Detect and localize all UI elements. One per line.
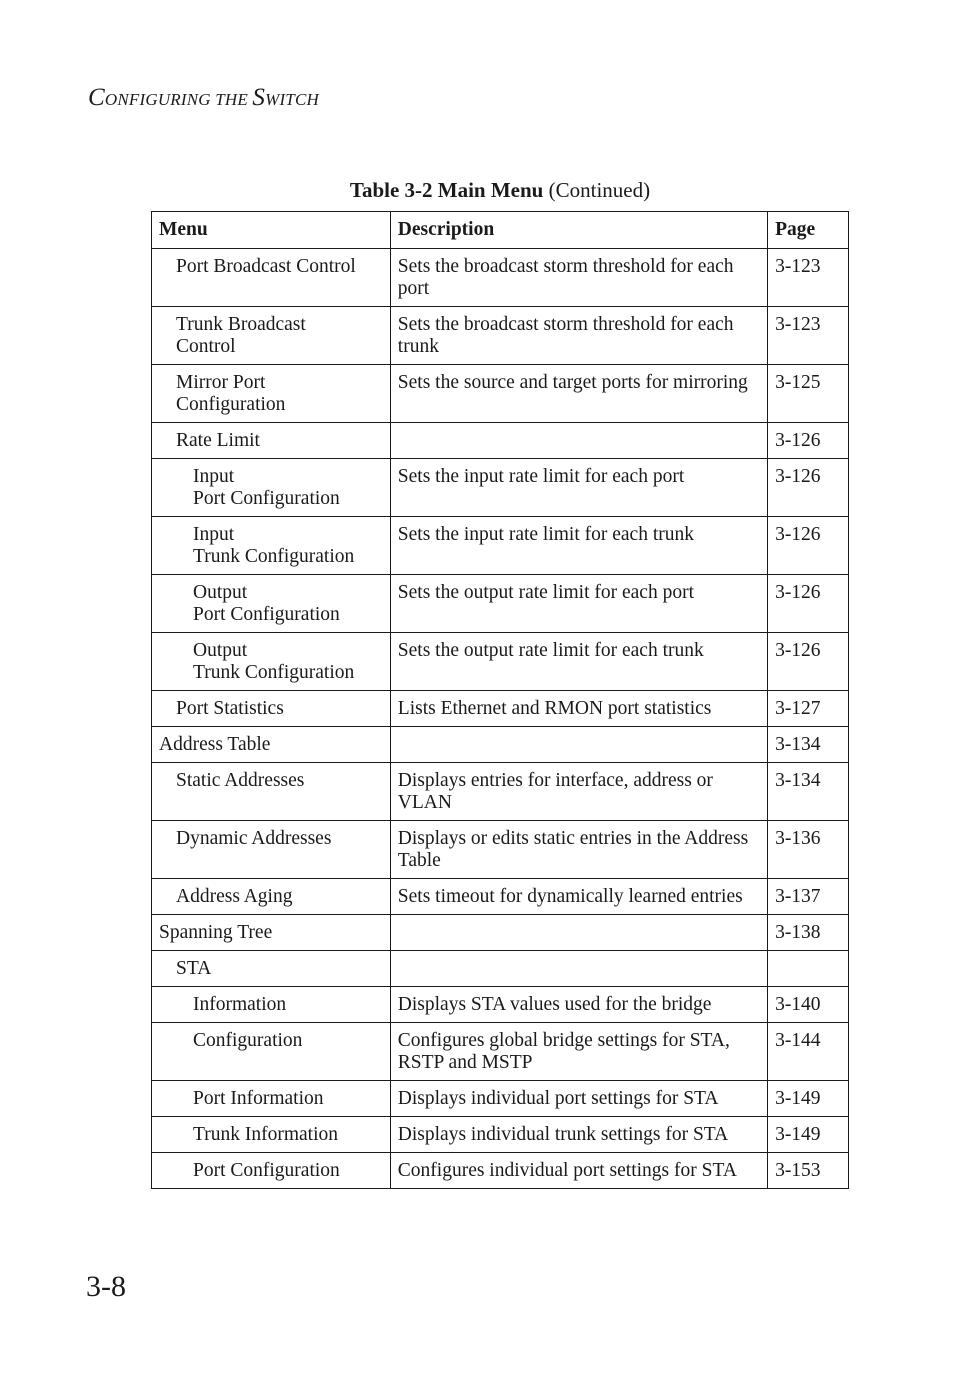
table-caption-label: Table 3-2 Main Menu [349,178,544,202]
menu-cell [152,915,391,951]
description-cell: Displays or edits static entries in the Address Table [390,821,767,879]
menu-item-line: Trunk Configuration [193,662,355,683]
menu-cell [152,821,391,879]
table-row [152,517,849,575]
description-cell: Sets the output rate limit for each trunk [390,633,767,691]
page-cell: 3-138 [768,915,849,951]
menu-cell [152,307,391,365]
table-row [152,821,849,879]
menu-item-line: Port Broadcast Control [176,256,356,277]
menu-cell [152,249,391,307]
page-cell: 3-144 [768,1023,849,1081]
menu-item-line: Information [193,994,287,1015]
table-row [152,1023,849,1081]
page-cell: 3-153 [768,1153,849,1189]
table-row [152,727,849,763]
table-row [152,763,849,821]
description-cell: Displays individual port settings for STA [390,1081,767,1117]
description-cell: Sets the input rate limit for each trunk [390,517,767,575]
table-row [152,951,849,987]
menu-item-line: Port Configuration [193,1160,340,1181]
menu-item-line: Trunk Broadcast [176,314,306,335]
description-cell: Configures global bridge settings for STA, RSTP and MSTP [390,1023,767,1081]
menu-cell [152,763,391,821]
description-cell [390,423,767,459]
menu-item-line: Port Statistics [176,698,284,719]
description-cell: Displays individual trunk settings for STA [390,1117,767,1153]
menu-item-label [159,994,383,1016]
menu-item-label [159,1030,383,1052]
page-cell: 3-127 [768,691,849,727]
menu-item-line: Input [193,524,235,545]
menu-cell [152,423,391,459]
table-row [152,459,849,517]
menu-item-label [159,922,383,944]
main-menu-table [151,211,849,1189]
menu-item-label [159,466,383,510]
menu-item-line: Spanning Tree [159,922,273,943]
table-row [152,691,849,727]
menu-item-line: Port Configuration [193,604,340,625]
description-cell: Sets timeout for dynamically learned entries [390,879,767,915]
menu-item-line: Port Configuration [193,488,340,509]
table-row [152,1081,849,1117]
table-header-row [152,212,849,249]
menu-item-label [159,828,383,850]
menu-cell [152,575,391,633]
menu-item-line: STA [176,958,212,979]
table-caption-suffix: (Continued) [543,178,651,202]
menu-item-label [159,314,383,358]
page-cell: 3-136 [768,821,849,879]
table-row [152,633,849,691]
table-row [152,1153,849,1189]
menu-item-label [159,886,383,908]
menu-item-label [159,1160,383,1182]
menu-item-label [159,958,383,980]
menu-cell [152,1117,391,1153]
menu-item-label [159,640,383,684]
description-cell: Sets the input rate limit for each port [390,459,767,517]
column-header-page: Page [768,212,849,249]
menu-cell [152,633,391,691]
menu-item-line: Configuration [193,1030,303,1051]
column-header-menu: Menu [152,212,391,249]
page-number: 3-8 [86,1270,126,1303]
menu-cell [152,1023,391,1081]
menu-item-line: Output [193,640,248,661]
menu-item-line: Dynamic Addresses [176,828,332,849]
menu-item-line: Mirror Port [176,372,266,393]
menu-cell [152,1081,391,1117]
menu-cell [152,517,391,575]
menu-item-label [159,256,383,278]
menu-cell [152,987,391,1023]
description-cell: Lists Ethernet and RMON port statistics [390,691,767,727]
page-cell: 3-149 [768,1117,849,1153]
table-row [152,575,849,633]
table-row [152,1117,849,1153]
menu-item-label [159,372,383,416]
page-cell: 3-126 [768,459,849,517]
description-cell [390,915,767,951]
menu-item-line: Address Aging [176,886,293,907]
page-cell: 3-126 [768,423,849,459]
menu-item-label [159,582,383,626]
page-cell: 3-126 [768,517,849,575]
page-cell: 3-123 [768,307,849,365]
table-row [152,987,849,1023]
description-cell: Sets the broadcast storm threshold for each trunk [390,307,767,365]
menu-item-label [159,430,383,452]
page-cell: 3-140 [768,987,849,1023]
running-head: CONFIGURING THE SWITCH [88,84,319,111]
description-cell [390,727,767,763]
column-header-description: Description [390,212,767,249]
menu-item-line: Static Addresses [176,770,305,791]
menu-cell [152,365,391,423]
table-row [152,365,849,423]
menu-cell [152,879,391,915]
page-cell: 3-123 [768,249,849,307]
menu-item-line: Trunk Information [193,1124,338,1145]
description-cell [390,951,767,987]
menu-cell [152,1153,391,1189]
table-caption [151,178,849,203]
description-cell: Sets the source and target ports for mirroring [390,365,767,423]
menu-item-line: Configuration [176,394,286,415]
table-row [152,423,849,459]
menu-item-line: Trunk Configuration [193,546,355,567]
table-row [152,879,849,915]
menu-cell [152,951,391,987]
menu-item-label [159,1088,383,1110]
menu-cell [152,691,391,727]
description-cell: Displays STA values used for the bridge [390,987,767,1023]
menu-item-line: Control [176,336,236,357]
page-cell: 3-126 [768,575,849,633]
description-cell: Sets the output rate limit for each port [390,575,767,633]
menu-item-label [159,524,383,568]
page-cell: 3-134 [768,727,849,763]
page-cell: 3-137 [768,879,849,915]
page-cell: 3-126 [768,633,849,691]
description-cell: Sets the broadcast storm threshold for each port [390,249,767,307]
page-cell: 3-149 [768,1081,849,1117]
table-row [152,915,849,951]
menu-item-line: Port Information [193,1088,324,1109]
menu-item-label [159,1124,383,1146]
page-cell [768,951,849,987]
menu-item-label [159,734,383,756]
menu-item-line: Rate Limit [176,430,260,451]
page-cell: 3-125 [768,365,849,423]
menu-item-label [159,698,383,720]
description-cell: Displays entries for interface, address or VLAN [390,763,767,821]
table-row [152,307,849,365]
menu-item-line: Output [193,582,248,603]
menu-item-line: Address Table [159,734,271,755]
menu-cell [152,727,391,763]
menu-cell [152,459,391,517]
table-row [152,249,849,307]
page-cell: 3-134 [768,763,849,821]
menu-item-line: Input [193,466,235,487]
menu-item-label [159,770,383,792]
description-cell: Configures individual port settings for STA [390,1153,767,1189]
